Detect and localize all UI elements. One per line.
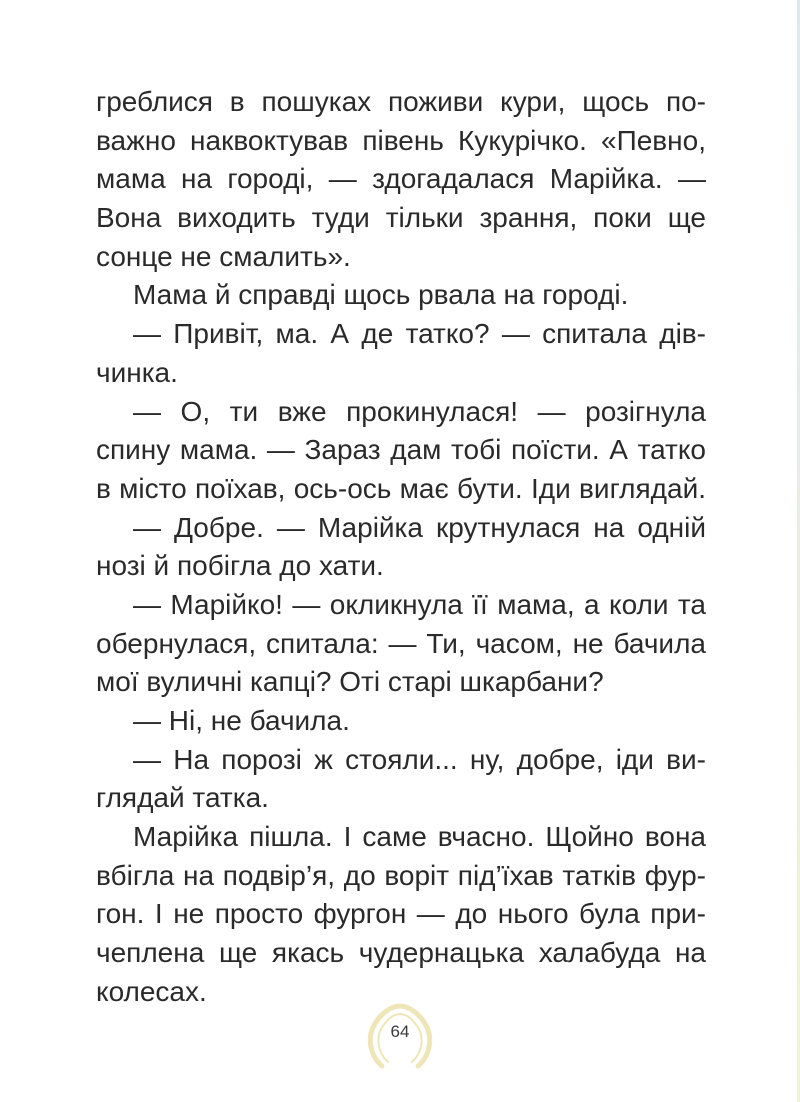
text-line: важно наквоктував півень Кукурічко. «Певно, (96, 124, 706, 156)
text-line: Вона виходить туди тільки зрання, поки ще (96, 202, 706, 234)
text-line: Мама й справді щось рвала на городі. (133, 279, 629, 311)
text-line: чинка. (96, 356, 178, 388)
text-line: Марійка пішла. І саме вчасно. Щойно вона (133, 821, 706, 853)
text-line: греблися в пошуках поживи кури, щось по- (96, 86, 706, 117)
page-number: 64 (390, 1022, 410, 1041)
text-line: чеплена ще якась чудернацька халабуда на (96, 937, 706, 969)
text-line: гон. І не просто фургон — до нього була при- (96, 898, 706, 930)
text-line: мама на городі, — здогадалася Марійка. — (96, 163, 706, 195)
text-line: нозі й побігла до хати. (96, 550, 384, 582)
page-footer (360, 996, 440, 1076)
text-line: — На порозі ж стояли... ну, добре, іди ви- (133, 743, 706, 775)
text-line: — Добре. — Марійка крутнулася на одній (133, 511, 706, 543)
text-line: вбігла на подвір’я, до воріт під’їхав татків фур- (96, 859, 706, 891)
text-line: глядай татка. (96, 782, 269, 814)
text-line: в місто поїхав, ось-ось має бути. Іди виглядай. (96, 472, 706, 504)
text-line: — Ні, не бачила. (133, 705, 350, 736)
text-line: мої вуличні капці? Оті старі шкарбани? (96, 666, 604, 698)
body-text (96, 83, 706, 1012)
text-line: колесах. (96, 975, 207, 1007)
text-line: спину мама. — Зараз дам тобі поїсти. А татко (96, 434, 706, 466)
text-line: — О, ти вже прокинулася! — розігнула (133, 395, 706, 427)
text-line: — Марійко! — окликнула її мама, а коли та (133, 588, 706, 620)
text-line: — Привіт, ма. А де татко? — спитала дів- (133, 318, 706, 350)
text-line: обернулася, спитала: — Ти, часом, не бачила (96, 627, 706, 659)
text-line: сонце не смалить». (96, 240, 351, 272)
